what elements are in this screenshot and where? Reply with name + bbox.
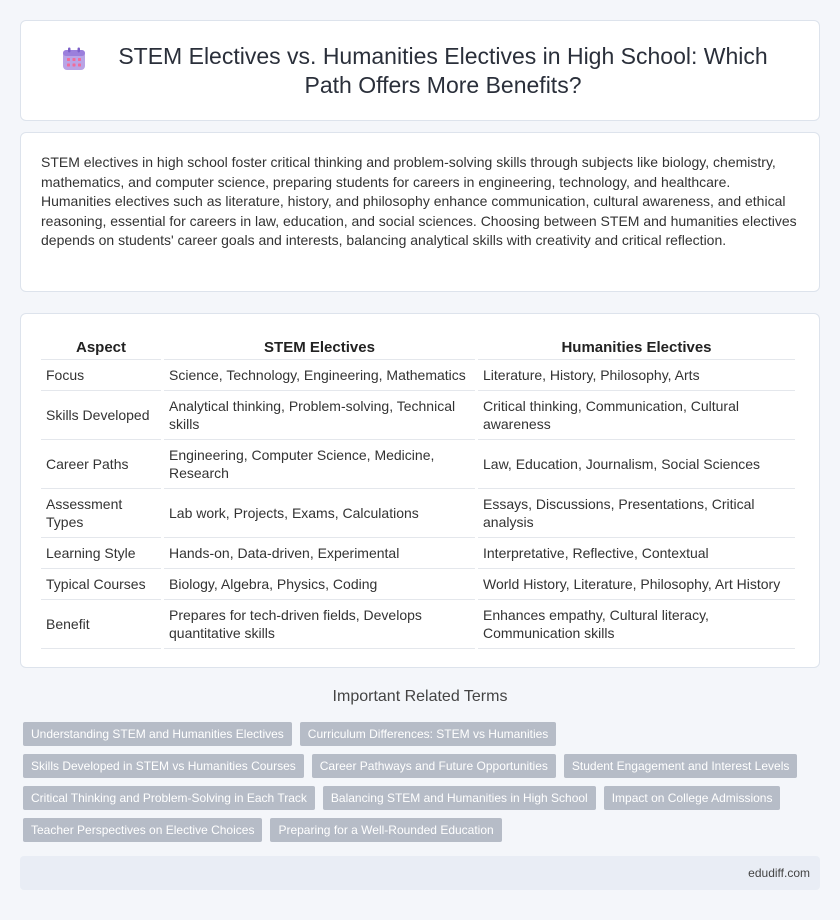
header-humanities: Humanities Electives <box>478 332 795 360</box>
row-stem: Lab work, Projects, Exams, Calculations <box>164 489 475 538</box>
table-row <box>41 440 795 489</box>
related-term-tag[interactable]: Student Engagement and Interest Levels <box>564 754 797 778</box>
related-term-tag[interactable]: Balancing STEM and Humanities in High School <box>323 786 596 810</box>
related-terms-title: Important Related Terms <box>332 688 508 705</box>
footer <box>20 856 820 890</box>
table-row <box>41 569 795 600</box>
row-aspect: Typical Courses <box>41 569 161 600</box>
row-stem: Biology, Algebra, Physics, Coding <box>164 569 475 600</box>
header-aspect: Aspect <box>41 332 161 360</box>
comparison-table <box>38 332 798 649</box>
related-term-tag[interactable]: Impact on College Admissions <box>604 786 781 810</box>
row-humanities: Literature, History, Philosophy, Arts <box>478 360 795 391</box>
calendar-icon <box>61 46 87 72</box>
table-row <box>41 489 795 538</box>
related-term-tag[interactable]: Skills Developed in STEM vs Humanities Courses <box>23 754 304 778</box>
related-term-tag[interactable]: Critical Thinking and Problem-Solving in Each Track <box>23 786 315 810</box>
row-humanities: Law, Education, Journalism, Social Sciences <box>478 440 795 489</box>
intro-text: STEM electives in high school foster critical thinking and problem-solving skills through subjects like biology, chemistry, mathematics, and computer science, preparing students for careers in engineering, technology, and healthcare. Humanities electives such as literature, history, and philosophy enhance communication, cultural awareness, and ethical reasoning, essential for careers in law, education, and social sciences. Choosing between STEM and humanities electives depends on students' career goals and interests, balancing analytical skills with creativity and critical reflection. <box>41 154 797 248</box>
table-header-row <box>41 332 795 360</box>
row-humanities: World History, Literature, Philosophy, Art History <box>478 569 795 600</box>
row-stem: Analytical thinking, Problem-solving, Technical skills <box>164 391 475 440</box>
related-term-tag[interactable]: Career Pathways and Future Opportunities <box>312 754 556 778</box>
comparison-table-card <box>20 313 820 668</box>
row-humanities: Interpretative, Reflective, Contextual <box>478 538 795 569</box>
row-aspect: Learning Style <box>41 538 161 569</box>
row-humanities: Critical thinking, Communication, Cultural awareness <box>478 391 795 440</box>
footer-site[interactable]: edudiff.com <box>748 866 810 880</box>
table-row <box>41 600 795 649</box>
row-humanities: Enhances empathy, Cultural literacy, Communication skills <box>478 600 795 649</box>
row-stem: Engineering, Computer Science, Medicine, Research <box>164 440 475 489</box>
row-humanities: Essays, Discussions, Presentations, Critical analysis <box>478 489 795 538</box>
row-aspect: Career Paths <box>41 440 161 489</box>
header-stem: STEM Electives <box>164 332 475 360</box>
table-row <box>41 360 795 391</box>
table-row <box>41 538 795 569</box>
related-term-tag[interactable]: Teacher Perspectives on Elective Choices <box>23 818 262 842</box>
page-title: STEM Electives vs. Humanities Electives in High School: Which Path Offers More Benefits? <box>118 42 768 98</box>
row-aspect: Skills Developed <box>41 391 161 440</box>
intro-card <box>20 132 820 292</box>
related-term-tag[interactable]: Understanding STEM and Humanities Electives <box>23 722 292 746</box>
row-aspect: Benefit <box>41 600 161 649</box>
table-row <box>41 391 795 440</box>
related-term-tag[interactable]: Preparing for a Well-Rounded Education <box>270 818 501 842</box>
row-stem: Science, Technology, Engineering, Mathematics <box>164 360 475 391</box>
row-stem: Prepares for tech-driven fields, Develops quantitative skills <box>164 600 475 649</box>
row-stem: Hands-on, Data-driven, Experimental <box>164 538 475 569</box>
header-card <box>20 20 820 121</box>
related-term-tag[interactable]: Curriculum Differences: STEM vs Humanities <box>300 722 557 746</box>
row-aspect: Assessment Types <box>41 489 161 538</box>
related-terms-list <box>23 722 823 850</box>
row-aspect: Focus <box>41 360 161 391</box>
